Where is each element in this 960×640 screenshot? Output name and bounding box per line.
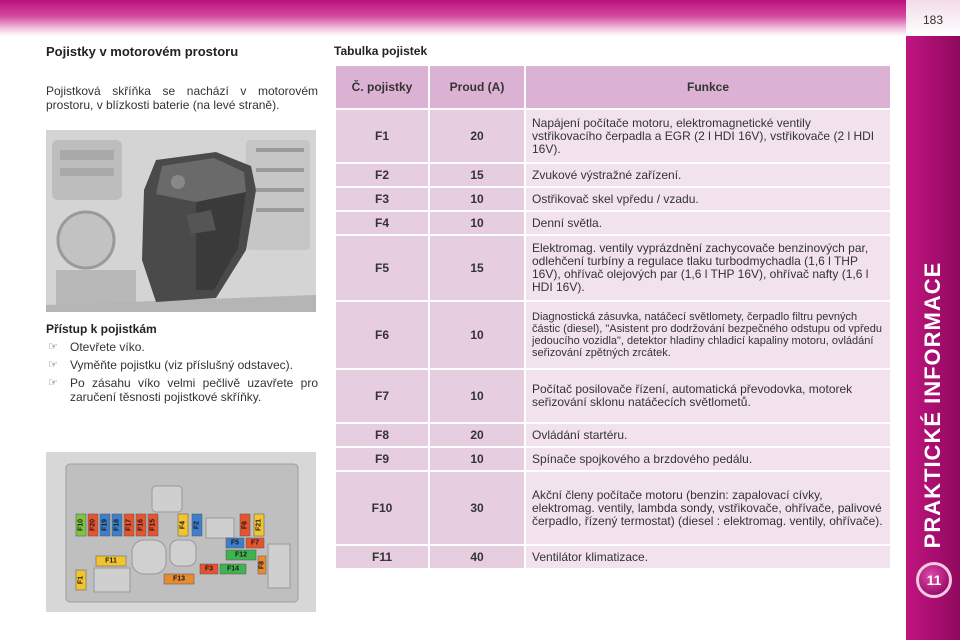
access-steps-list	[46, 340, 318, 408]
top-banner	[0, 0, 906, 36]
table-row	[336, 110, 890, 162]
fuse-label: F10	[77, 518, 85, 532]
fuse-label: F12	[234, 551, 248, 559]
header-label: Č. pojistky	[351, 80, 413, 94]
fuse-label: F8	[258, 560, 266, 570]
fuse-label: F11	[105, 557, 117, 565]
fuse-label: F14	[226, 565, 240, 573]
fuse-function-cell: Počítač posilovače řízení, automatická převodovka, motorek seřizování sklonu natáčecích světlometů.	[526, 370, 890, 422]
table-row	[336, 448, 890, 470]
fuse-number-cell: F8	[336, 424, 428, 446]
fuse-number-cell: F7	[336, 370, 428, 422]
table-row	[336, 472, 890, 544]
chapter-title: PRAKTICKÉ INFORMACE	[920, 261, 945, 549]
table-row	[336, 188, 890, 210]
fuse-label: F20	[89, 518, 97, 532]
fuse-number-cell: F2	[336, 164, 428, 186]
fuse-label: F21	[255, 518, 263, 532]
fuse-current-cell: 10	[430, 448, 524, 470]
table-row	[336, 164, 890, 186]
column-header-function: Funkce	[526, 66, 890, 108]
list-item	[46, 376, 318, 404]
fuse-number-cell: F6	[336, 302, 428, 368]
list-item	[46, 340, 318, 354]
pointing-finger-icon: ☞	[48, 377, 58, 389]
fuse-function-cell: Diagnostická zásuvka, natáčecí světlomety, čerpadlo filtru pevných částic (diesel), "Asistent pro dodržování bezpečného odstupu od vpředu jedoucího vozidla", detektor hladiny chladicí kapaliny motoru, ovládání seřizování zpětných zrcátek.	[526, 302, 890, 368]
fuse-function-cell: Zvukové výstražné zařízení.	[526, 164, 890, 186]
fuse-function-cell: Denní světla.	[526, 212, 890, 234]
fuse-function-cell: Ventilátor klimatizace.	[526, 546, 890, 568]
fuse-label: F16	[137, 518, 145, 532]
fuse-current-cell: 20	[430, 110, 524, 162]
access-heading: Přístup k pojistkám	[46, 322, 157, 336]
fuse-current-cell: 15	[430, 236, 524, 300]
fuse-current-cell: 10	[430, 370, 524, 422]
fuse-label: F15	[149, 518, 157, 532]
fuse-function-cell: Ovládání startéru.	[526, 424, 890, 446]
table-row	[336, 370, 890, 422]
fuse-number-cell: F5	[336, 236, 428, 300]
table-row	[336, 424, 890, 446]
list-item	[46, 358, 318, 372]
fuse-function-cell: Ostřikovač skel vpředu / vzadu.	[526, 188, 890, 210]
table-row	[336, 236, 890, 300]
column-header-number	[336, 66, 428, 108]
step-text: Otevřete víko.	[70, 340, 145, 354]
fuse-function-cell: Akční členy počítače motoru (benzin: zapalovací cívky, elektromag. ventily, lambda sondy, vstřikovače, ohřívače, palivové čerpadlo, řízený termostat) (diesel : elektromag. ventily, ohřívače).	[526, 472, 890, 544]
fuse-number-cell: F3	[336, 188, 428, 210]
table-row	[336, 302, 890, 368]
fuse-current-cell: 10	[430, 302, 524, 368]
table-row	[336, 212, 890, 234]
fuse-current-cell: 15	[430, 164, 524, 186]
fuse-number-cell: F4	[336, 212, 428, 234]
fuse-number-cell: F10	[336, 472, 428, 544]
fuse-label: F3	[204, 565, 214, 573]
fuse-label: F7	[250, 539, 260, 547]
fuse-number-cell: F9	[336, 448, 428, 470]
intro-paragraph: Pojistková skříňka se nachází v motorovém prostoru, v blízkosti baterie (na levé straně).	[46, 84, 318, 112]
header-label: Proud (A)	[449, 80, 505, 94]
fuse-function-cell: Spínače spojkového a brzdového pedálu.	[526, 448, 890, 470]
fuse-label: F5	[230, 539, 240, 547]
fuse-label: F4	[179, 520, 187, 530]
fuse-table	[334, 64, 892, 570]
fuse-label: F19	[101, 518, 109, 532]
fuse-label: F6	[241, 520, 249, 530]
column-header-current	[430, 66, 524, 108]
section-heading: Pojistky v motorovém prostoru	[46, 44, 239, 59]
fuse-number-cell: F11	[336, 546, 428, 568]
fuse-current-cell: 10	[430, 188, 524, 210]
step-text: Po zásahu víko velmi pečlivě uzavřete pro zaručení těsnosti pojistkové skříňky.	[70, 376, 318, 404]
page-number: 183	[906, 0, 960, 36]
fuse-function-cell: Napájení počítače motoru, elektromagnetické ventily vstřikovacího čerpadla a EGR (2 l HDI 16V), vstřikovače (2 l HDI 16V).	[526, 110, 890, 162]
chapter-number-badge: 11	[916, 562, 952, 598]
fuse-function-cell: Elektromag. ventily vyprázdnění zachycovače benzinových par, odlehčení turbíny a regulace tlaku turbodmychadla (1,6 l THP 16V), ohřívač olejových par (1,6 l THP 16V), ohřívač nafty (1,6 l HDI 16V).	[526, 236, 890, 300]
pointing-finger-icon: ☞	[48, 359, 58, 371]
fuse-label: F18	[113, 518, 121, 532]
table-row	[336, 546, 890, 568]
fuse-current-cell: 20	[430, 424, 524, 446]
fuse-label: F17	[125, 518, 133, 532]
fusebox-diagram	[46, 452, 316, 612]
fuse-current-cell: 10	[430, 212, 524, 234]
fusebox-layout-svg	[46, 452, 316, 612]
engine-fusebox-photo	[46, 130, 316, 312]
fuse-current-cell: 40	[430, 546, 524, 568]
table-title: Tabulka pojistek	[334, 44, 428, 58]
pointing-finger-icon: ☞	[48, 341, 58, 353]
fuse-label: F1	[77, 575, 85, 585]
step-text: Vyměňte pojistku (viz příslušný odstavec).	[70, 358, 293, 372]
engine-bay-illustration	[46, 130, 316, 312]
fuse-number-cell: F1	[336, 110, 428, 162]
fuse-label: F2	[193, 520, 201, 530]
table-header-row	[336, 66, 890, 108]
fuse-current-cell: 30	[430, 472, 524, 544]
fuse-label: F13	[172, 575, 186, 583]
